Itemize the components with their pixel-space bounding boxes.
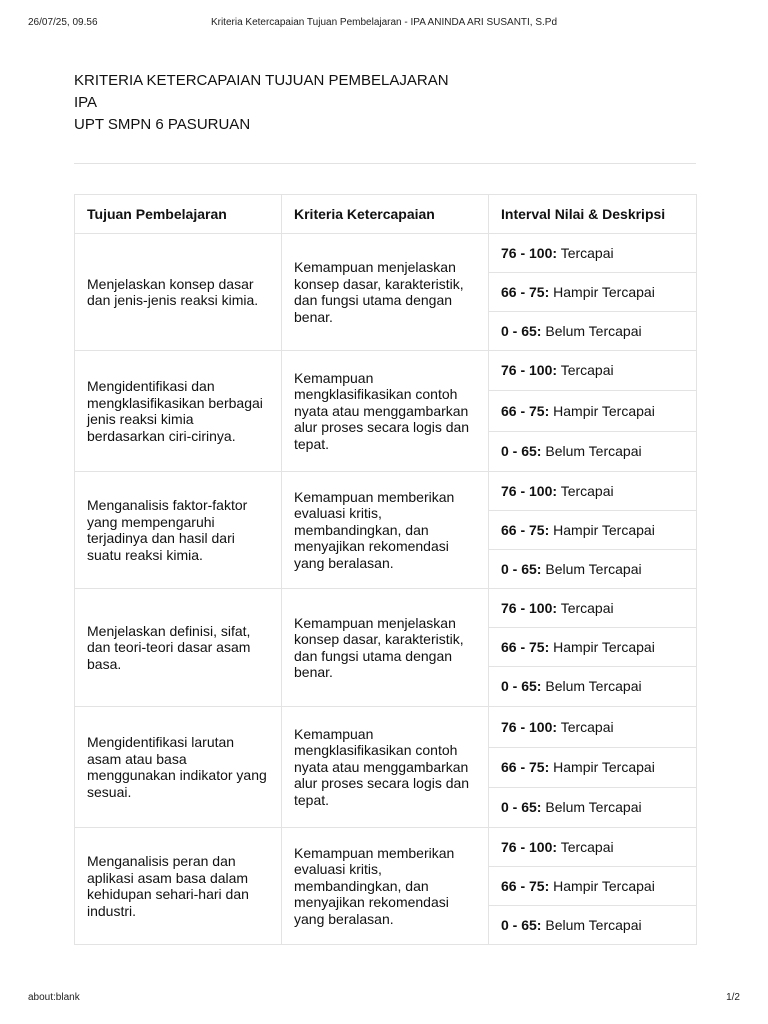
interval-range: 76 - 100: — [501, 362, 558, 379]
tujuan-cell: Menganalisis faktor-faktor yang mempengaruhi terjadinya dan hasil dari suatu reaksi kimia. — [75, 472, 282, 589]
interval-description: Hampir Tercapai — [553, 638, 655, 655]
kriteria-cell: Kemampuan mengklasifikasikan contoh nyata atau menggambarkan alur proses secara logis dan tepat. — [282, 707, 489, 828]
print-footer — [28, 992, 740, 1006]
interval-cell — [489, 867, 697, 906]
interval-description: Hampir Tercapai — [553, 283, 655, 300]
interval-cell — [489, 234, 697, 273]
interval-cell — [489, 748, 697, 788]
print-page-number: 1/2 — [726, 992, 740, 1003]
header-interval: Interval Nilai & Deskripsi — [489, 195, 697, 234]
table-row — [75, 589, 697, 628]
interval-cell — [489, 906, 697, 945]
kriteria-cell: Kemampuan memberikan evaluasi kritis, membandingkan, dan menyajikan rekomendasi yang beralasan. — [282, 472, 489, 589]
interval-cell — [489, 351, 697, 391]
print-header — [28, 17, 740, 31]
interval-cell — [489, 273, 697, 312]
tujuan-cell: Menjelaskan definisi, sifat, dan teori-teori dasar asam basa. — [75, 589, 282, 707]
interval-range: 0 - 65: — [501, 443, 542, 460]
interval-cell — [489, 707, 697, 748]
title-divider — [74, 163, 696, 164]
interval-range: 76 - 100: — [501, 838, 558, 855]
interval-description: Belum Tercapai — [545, 916, 642, 933]
interval-description: Tercapai — [560, 244, 614, 261]
interval-range: 66 - 75: — [501, 402, 550, 419]
interval-description: Hampir Tercapai — [553, 877, 655, 894]
interval-range: 66 - 75: — [501, 759, 550, 776]
kriteria-cell: Kemampuan menjelaskan konsep dasar, karakteristik, dan fungsi utama dengan benar. — [282, 589, 489, 707]
criteria-table — [74, 194, 697, 945]
interval-description: Tercapai — [560, 599, 614, 616]
interval-cell — [489, 472, 697, 511]
tujuan-cell: Mengidentifikasi larutan asam atau basa menggunakan indikator yang sesuai. — [75, 707, 282, 828]
interval-range: 66 - 75: — [501, 877, 550, 894]
interval-cell — [489, 432, 697, 472]
document-title-line-2: IPA — [74, 94, 98, 111]
interval-range: 0 - 65: — [501, 916, 542, 933]
interval-range: 66 - 75: — [501, 638, 550, 655]
print-datetime: 26/07/25, 09.56 — [28, 17, 98, 28]
interval-range: 76 - 100: — [501, 244, 558, 261]
interval-description: Hampir Tercapai — [553, 759, 655, 776]
interval-description: Tercapai — [560, 482, 614, 499]
tujuan-cell: Mengidentifikasi dan mengklasifikasikan berbagai jenis reaksi kimia berdasarkan ciri-cirinya. — [75, 351, 282, 472]
table-row — [75, 472, 697, 511]
kriteria-cell: Kemampuan memberikan evaluasi kritis, membandingkan, dan menyajikan rekomendasi yang beralasan. — [282, 828, 489, 945]
header-tujuan: Tujuan Pembelajaran — [75, 195, 282, 234]
interval-description: Belum Tercapai — [545, 560, 642, 577]
interval-range: 0 - 65: — [501, 799, 542, 816]
interval-range: 66 - 75: — [501, 283, 550, 300]
interval-description: Belum Tercapai — [545, 678, 642, 695]
document-title-line-3: UPT SMPN 6 PASURUAN — [74, 116, 251, 133]
interval-cell — [489, 391, 697, 432]
interval-description: Tercapai — [560, 838, 614, 855]
interval-cell — [489, 550, 697, 589]
interval-cell — [489, 511, 697, 550]
table-row — [75, 828, 697, 867]
interval-range: 0 - 65: — [501, 678, 542, 695]
interval-cell — [489, 628, 697, 667]
document-title-line-1: KRITERIA KETERCAPAIAN TUJUAN PEMBELAJARAN — [74, 72, 449, 89]
interval-cell — [489, 312, 697, 351]
kriteria-cell: Kemampuan menjelaskan konsep dasar, karakteristik, dan fungsi utama dengan benar. — [282, 234, 489, 351]
print-url: about:blank — [28, 992, 80, 1003]
interval-description: Hampir Tercapai — [553, 402, 655, 419]
tujuan-cell: Menjelaskan konsep dasar dan jenis-jenis reaksi kimia. — [75, 234, 282, 351]
interval-cell — [489, 788, 697, 828]
interval-range: 76 - 100: — [501, 482, 558, 499]
interval-range: 76 - 100: — [501, 718, 558, 735]
interval-cell — [489, 828, 697, 867]
kriteria-cell: Kemampuan mengklasifikasikan contoh nyata atau menggambarkan alur proses secara logis dan tepat. — [282, 351, 489, 472]
table-body — [75, 234, 697, 945]
print-page-title: Kriteria Ketercapaian Tujuan Pembelajaran - IPA ANINDA ARI SUSANTI, S.Pd — [210, 17, 558, 28]
interval-description: Belum Tercapai — [545, 322, 642, 339]
interval-range: 76 - 100: — [501, 599, 558, 616]
interval-cell — [489, 667, 697, 707]
interval-description: Hampir Tercapai — [553, 521, 655, 538]
table-row — [75, 234, 697, 273]
table-row — [75, 707, 697, 748]
interval-range: 0 - 65: — [501, 322, 542, 339]
interval-cell — [489, 589, 697, 628]
interval-description: Belum Tercapai — [545, 443, 642, 460]
interval-range: 0 - 65: — [501, 560, 542, 577]
interval-range: 66 - 75: — [501, 521, 550, 538]
table-row — [75, 351, 697, 391]
interval-description: Tercapai — [560, 362, 614, 379]
interval-description: Tercapai — [560, 718, 614, 735]
interval-description: Belum Tercapai — [545, 799, 642, 816]
tujuan-cell: Menganalisis peran dan aplikasi asam basa dalam kehidupan sehari-hari dan industri. — [75, 828, 282, 945]
document-title — [74, 70, 694, 136]
header-kriteria: Kriteria Ketercapaian — [282, 195, 489, 234]
table-header-row — [75, 195, 697, 234]
